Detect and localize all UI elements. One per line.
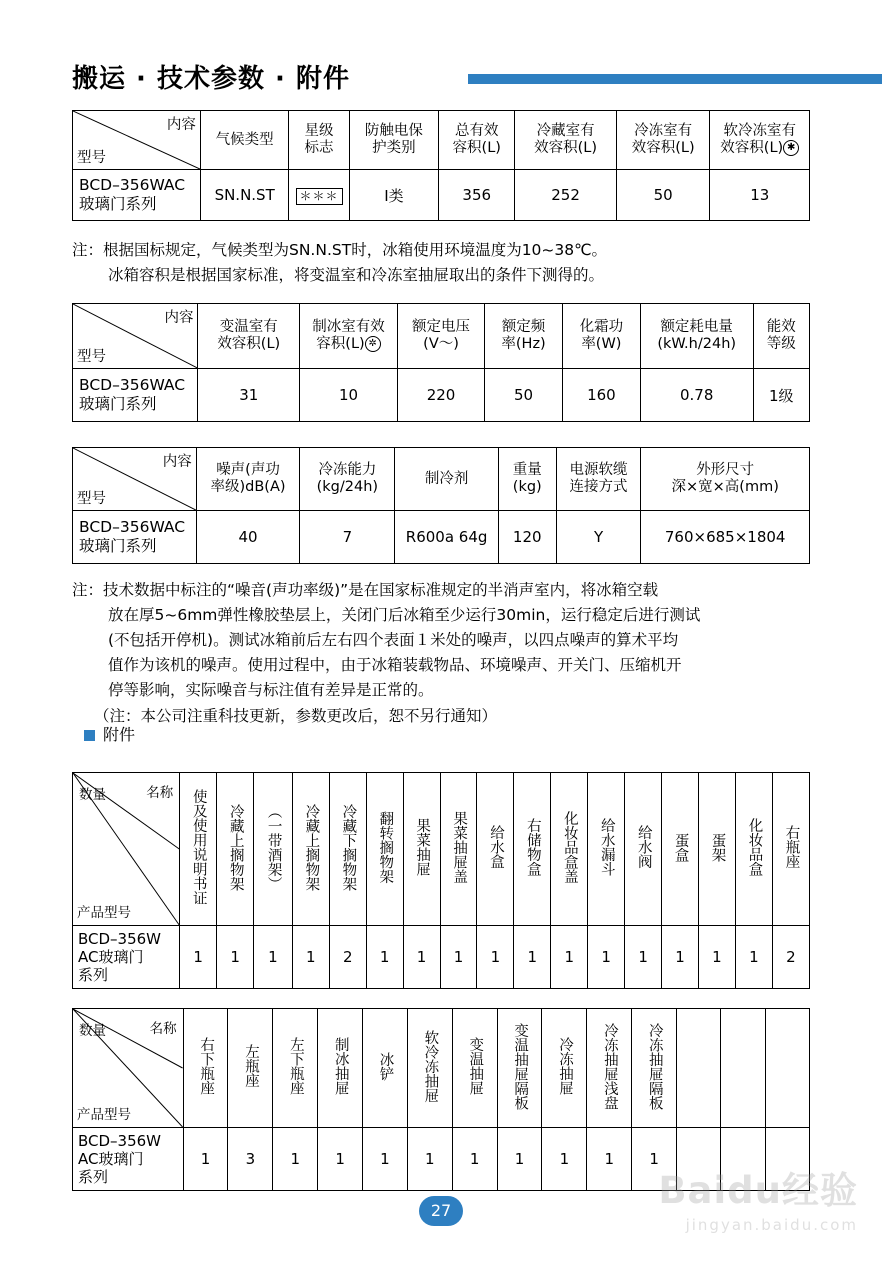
- corner-cell: [73, 304, 198, 369]
- qty-flip-shelf: 1: [366, 926, 403, 989]
- section-heading-accessories: [84, 722, 135, 745]
- model-label: BCD–356WAC 玻璃门系列: [73, 369, 198, 422]
- qty-left-bottle-holder: 3: [228, 1128, 273, 1191]
- corner-label-mid: 名称: [146, 785, 174, 801]
- corner-label-mid: 名称: [149, 1021, 177, 1037]
- value-voltage: 220: [397, 369, 484, 422]
- model-label: BCD–356WAC 玻璃门系列: [73, 170, 201, 221]
- note-2-line-1: 注：技术数据中标注的“噪音(声功率级)”是在国家标准规定的半消声室内，将冰箱空载: [72, 581, 659, 599]
- qty-cosmetic-box-cover: 1: [551, 926, 588, 989]
- star-badge: ＊＊＊: [296, 188, 343, 205]
- header-water-box: 给水盒: [477, 773, 514, 926]
- corner-cell: [73, 773, 180, 926]
- qty-wine-rack: 1: [254, 926, 293, 989]
- header-egg-box: 蛋盒: [662, 773, 699, 926]
- qty-empty-3: [765, 1128, 809, 1191]
- double-asterisk-mark-icon: ✲: [365, 336, 381, 352]
- corner-label-top: 数量: [79, 1023, 106, 1039]
- qty-right-storage-box: 1: [514, 926, 551, 989]
- header-empty-1: [677, 1009, 721, 1128]
- header-voltage: 额定电压 (V～): [397, 304, 484, 369]
- header-defrost-power: 化霜功 率(W): [563, 304, 641, 369]
- qty-empty-2: [721, 1128, 765, 1191]
- value-fridge-volume: 252: [515, 170, 617, 221]
- page-number: 27: [419, 1196, 463, 1226]
- page-header: [72, 58, 812, 98]
- spec-table-3: [72, 447, 810, 564]
- qty-cosmetic-box: 1: [735, 926, 772, 989]
- header-vartemp-volume: 变温室有 效容积(L): [198, 304, 300, 369]
- qty-crisper-cover: 1: [440, 926, 477, 989]
- header-star: 星级 标志: [289, 111, 349, 170]
- qty-ice-scoop: 1: [363, 1128, 408, 1191]
- header-left-lower-bottle-holder: 左下瓶座: [273, 1009, 318, 1128]
- value-vartemp-volume: 31: [198, 369, 300, 422]
- qty-egg-rack: 1: [698, 926, 735, 989]
- value-freeze-capacity: 7: [300, 511, 395, 564]
- header-ice-drawer: 制冰抽屉: [318, 1009, 363, 1128]
- header-egg-rack: 蛋架: [698, 773, 735, 926]
- header-freeze-capacity: 冷冻能力 (kg/24h): [300, 448, 395, 511]
- note-2-line-3: (不包括开停机)。测试冰箱前后左右四个表面１米处的噪声，以四点噪声的算术平均: [108, 631, 679, 650]
- header-energy-consumption: 额定耗电量 (kW.h/24h): [640, 304, 753, 369]
- table-header-row: [73, 304, 810, 369]
- header-empty-3: [765, 1009, 809, 1128]
- header-cosmetic-box-cover: 化妆品盒盖: [551, 773, 588, 926]
- corner-label-top: 内容: [166, 117, 196, 133]
- corner-cell: [73, 1009, 184, 1128]
- header-flip-shelf: 翻转搁物架: [366, 773, 403, 926]
- value-energy-consumption: 0.78: [640, 369, 753, 422]
- qty-ice-drawer: 1: [318, 1128, 363, 1191]
- header-crisper-cover: 果菜抽屉盖: [440, 773, 477, 926]
- table-row: [73, 170, 810, 221]
- value-defrost-power: 160: [563, 369, 641, 422]
- value-climate: SN.N.ST: [200, 170, 288, 221]
- accessory-table-1: [72, 772, 810, 989]
- header-right-bottle-holder: 右瓶座: [772, 773, 809, 926]
- qty-freezer-drawer-tray: 1: [587, 1128, 632, 1191]
- header-vartemp-drawer: 变温抽屉: [452, 1009, 497, 1128]
- qty-left-lower-bottle-holder: 1: [273, 1128, 318, 1191]
- qty-water-box: 1: [477, 926, 514, 989]
- header-soft-freeze-drawer: 软冷冻抽屉: [407, 1009, 452, 1128]
- corner-label-bottom: 型号: [77, 349, 106, 365]
- table-header-row: [73, 111, 810, 170]
- page-title: 搬运 · 技术参数 · 附件: [72, 64, 350, 94]
- header-refrigerant: 制冷剂: [395, 448, 498, 511]
- qty-egg-box: 1: [662, 926, 699, 989]
- header-wine-rack: （一带酒架）: [254, 773, 293, 926]
- table-row: [73, 369, 810, 422]
- qty-water-valve: 1: [625, 926, 662, 989]
- value-dimensions: 760×685×1804: [641, 511, 810, 564]
- header-cosmetic-box: 化妆品盒: [735, 773, 772, 926]
- header-energy-grade: 能效 等级: [753, 304, 809, 369]
- header-total-volume: 总有效 容积(L): [439, 111, 515, 170]
- value-refrigerant: R600a 64g: [395, 511, 498, 564]
- value-soft-freezer-volume: 13: [710, 170, 810, 221]
- header-fridge-lower-shelf: 冷藏下搁物架: [329, 773, 366, 926]
- bullet-square-icon: [84, 730, 95, 741]
- note-2-line-5: 停等影响，实际噪音与标注值有差异是正常的。: [108, 681, 434, 700]
- value-cable-connection: Y: [556, 511, 641, 564]
- table-header-row: [73, 773, 810, 926]
- header-frequency: 额定频 率(Hz): [485, 304, 563, 369]
- qty-right-lower-bottle-holder: 1: [183, 1128, 228, 1191]
- value-shock-class: Ⅰ类: [349, 170, 439, 221]
- header-right-lower-bottle-holder: 右下瓶座: [183, 1009, 228, 1128]
- asterisk-mark-icon: ✱: [783, 140, 799, 156]
- header-water-valve: 给水阀: [625, 773, 662, 926]
- qty-freezer-drawer: 1: [542, 1128, 587, 1191]
- table-header-row: [73, 1009, 810, 1128]
- header-soft-freezer-volume: 软冷冻室有 效容积(L) ✱: [710, 111, 810, 170]
- corner-label-top: 内容: [162, 454, 192, 470]
- value-weight: 120: [498, 511, 556, 564]
- note-1-line-1: 注：根据国标规定，气候类型为SN.N.ST时，冰箱使用环境温度为10~38℃。: [72, 241, 608, 259]
- header-left-bottle-holder: 左瓶座: [228, 1009, 273, 1128]
- header-shock-class: 防触电保 护类别: [349, 111, 439, 170]
- header-dimensions: 外形尺寸 深×宽×高(mm): [641, 448, 810, 511]
- corner-label-bottom: 产品型号: [77, 1107, 131, 1123]
- watermark-main: Baidu经验: [658, 1169, 858, 1212]
- qty-fridge-upper-shelf-wine: 1: [217, 926, 254, 989]
- spec-table-1: [72, 110, 810, 221]
- model-label: BCD–356W AC玻璃门 系列: [73, 1128, 184, 1191]
- spec-table-2: [72, 303, 810, 422]
- qty-empty-1: [677, 1128, 721, 1191]
- corner-label-top: 数量: [79, 787, 106, 803]
- qty-right-bottle-holder: 2: [772, 926, 809, 989]
- header-noise: 噪声(声功 率级)dB(A): [196, 448, 300, 511]
- header-freezer-drawer-tray: 冷冻抽屉浅盘: [587, 1009, 632, 1128]
- table-row: [73, 511, 810, 564]
- header-rule: [468, 74, 882, 84]
- qty-soft-freeze-drawer: 1: [407, 1128, 452, 1191]
- header-climate: 气候类型: [200, 111, 288, 170]
- table-header-row: [73, 448, 810, 511]
- qty-manual: 1: [180, 926, 217, 989]
- qty-freezer-drawer-divider: 1: [632, 1128, 677, 1191]
- header-fridge-upper-shelf-wine: 冷藏上搁物架: [217, 773, 254, 926]
- header-vartemp-drawer-divider: 变温抽屉隔板: [497, 1009, 542, 1128]
- header-weight: 重量 (kg): [498, 448, 556, 511]
- header-freezer-drawer: 冷冻抽屉: [542, 1009, 587, 1128]
- watermark-sub: jingyan.baidu.com: [685, 1216, 858, 1234]
- header-fridge-volume: 冷藏室有 效容积(L): [515, 111, 617, 170]
- header-crisper-drawer: 果菜抽屉: [403, 773, 440, 926]
- table-row: [73, 926, 810, 989]
- header-ice-volume: 制冰室有效 容积(L) ✲: [300, 304, 398, 369]
- section-label: 附件: [103, 725, 136, 744]
- accessory-table-2: [72, 1008, 810, 1191]
- corner-cell: [73, 448, 197, 511]
- header-fridge-upper-shelf: 冷藏上搁物架: [292, 773, 329, 926]
- model-label: BCD–356WAC 玻璃门系列: [73, 511, 197, 564]
- header-freezer-volume: 冷冻室有 效容积(L): [616, 111, 710, 170]
- table-row: [73, 1128, 810, 1191]
- header-freezer-drawer-divider: 冷冻抽屉隔板: [632, 1009, 677, 1128]
- header-manual: 使及使用说明书证: [180, 773, 217, 926]
- note-2-line-6: （注：本公司注重科技更新，参数更改后，恕不另行通知）: [94, 706, 498, 725]
- note-2: [72, 578, 852, 729]
- header-cable-connection: 电源软缆 连接方式: [556, 448, 641, 511]
- value-frequency: 50: [485, 369, 563, 422]
- value-noise: 40: [196, 511, 300, 564]
- model-label: BCD–356W AC玻璃门 系列: [73, 926, 180, 989]
- qty-crisper-drawer: 1: [403, 926, 440, 989]
- note-2-line-4: 值作为该机的噪声。使用过程中，由于冰箱装载物品、环境噪声、开关门、压缩机开: [108, 656, 682, 675]
- corner-cell: [73, 111, 201, 170]
- note-1-line-2: 冰箱容积是根据国家标准，将变温室和冷冻室抽屉取出的条件下测得的。: [108, 266, 605, 285]
- value-ice-volume: 10: [300, 369, 398, 422]
- value-star: [289, 170, 349, 221]
- value-freezer-volume: 50: [616, 170, 710, 221]
- note-2-line-2: 放在厚5~6mm弹性橡胶垫层上，关闭门后冰箱至少运行30min，运行稳定后进行测试: [108, 606, 701, 625]
- header-water-funnel: 给水漏斗: [588, 773, 625, 926]
- corner-label-top: 内容: [164, 310, 194, 326]
- header-right-storage-box: 右储物盒: [514, 773, 551, 926]
- header-empty-2: [721, 1009, 765, 1128]
- qty-fridge-upper-shelf: 1: [292, 926, 329, 989]
- qty-vartemp-drawer-divider: 1: [497, 1128, 542, 1191]
- value-total-volume: 356: [439, 170, 515, 221]
- corner-label-bottom: 产品型号: [77, 905, 131, 921]
- note-1: [72, 238, 832, 288]
- qty-water-funnel: 1: [588, 926, 625, 989]
- header-ice-scoop: 冰铲: [363, 1009, 408, 1128]
- corner-label-bottom: 型号: [77, 150, 106, 166]
- corner-label-bottom: 型号: [77, 491, 106, 507]
- qty-fridge-lower-shelf: 2: [329, 926, 366, 989]
- qty-vartemp-drawer: 1: [452, 1128, 497, 1191]
- value-energy-grade: 1级: [753, 369, 809, 422]
